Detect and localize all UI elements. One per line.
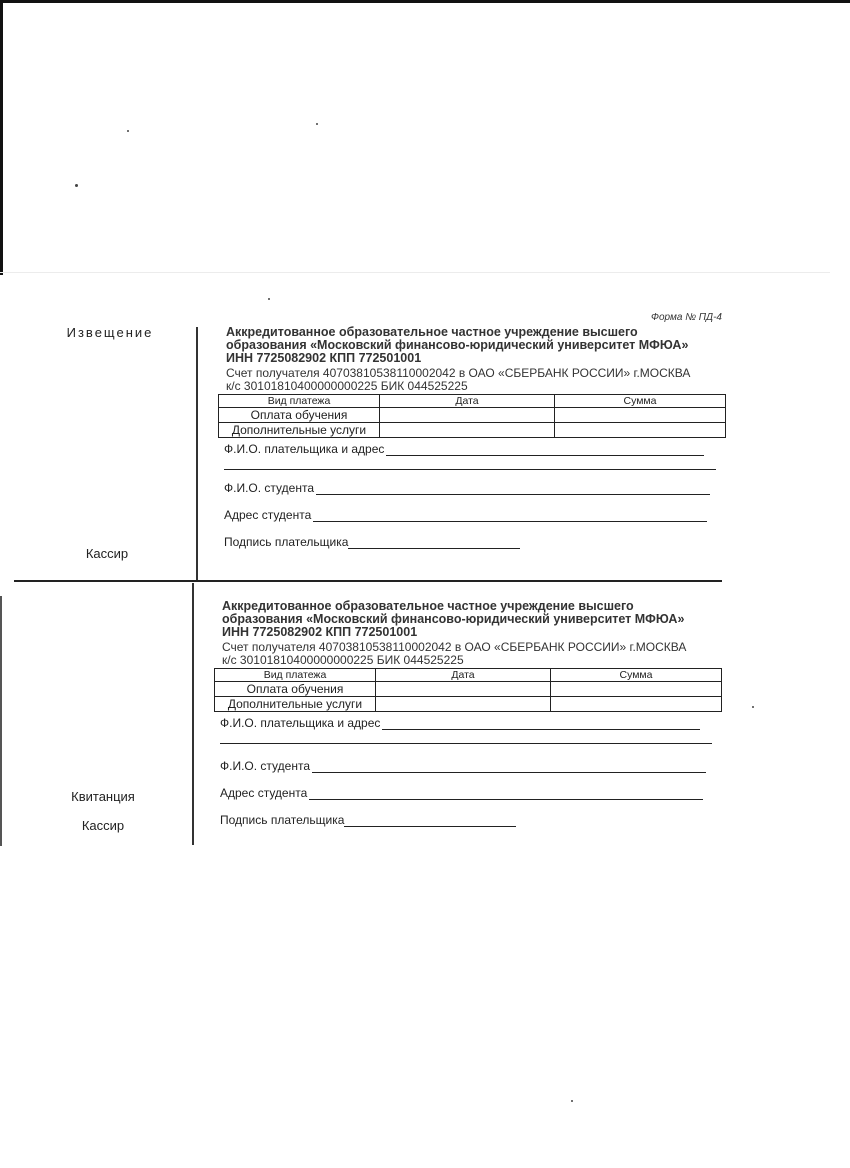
org-name-line-1: Аккредитованное образовательное частное учреждение высшего bbox=[226, 325, 638, 339]
payer-label: Ф.И.О. плательщика и адрес bbox=[224, 442, 385, 456]
fold-line bbox=[0, 272, 830, 273]
table-row bbox=[219, 423, 726, 438]
scan-border-left-lower bbox=[0, 596, 2, 846]
payer-address-line[interactable] bbox=[224, 468, 716, 470]
payment-type-additional: Дополнительные услуги bbox=[215, 697, 376, 712]
inn-kpp: ИНН 7725082902 КПП 772501001 bbox=[226, 351, 422, 365]
date-cell-additional[interactable] bbox=[376, 697, 551, 712]
student-address-field bbox=[214, 786, 734, 800]
scan-border-left bbox=[0, 0, 3, 275]
header-payment-type: Вид платежа bbox=[219, 395, 380, 408]
scan-speck bbox=[75, 184, 78, 187]
student-address-label: Адрес студента bbox=[224, 508, 312, 522]
payment-type-tuition: Оплата обучения bbox=[219, 408, 380, 423]
org-name-line-2: образования «Московский финансово-юридический университет МФЮА» bbox=[226, 338, 689, 352]
payer-field bbox=[214, 716, 734, 730]
header-amount: Сумма bbox=[555, 395, 726, 408]
form-number: Форма № ПД-4 bbox=[651, 312, 722, 323]
payer-address-line[interactable] bbox=[220, 742, 712, 744]
org-name-line-2: образования «Московский финансово-юридический университет МФЮА» bbox=[222, 612, 685, 626]
cut-line bbox=[14, 580, 722, 582]
scan-speck bbox=[127, 130, 129, 132]
payment-type-tuition: Оплата обучения bbox=[215, 682, 376, 697]
student-address-input-line[interactable] bbox=[309, 789, 703, 800]
vertical-divider-receipt bbox=[192, 583, 194, 845]
student-label: Ф.И.О. студента bbox=[224, 481, 314, 495]
student-address-field bbox=[218, 508, 738, 522]
amount-cell-tuition[interactable] bbox=[555, 408, 726, 423]
table-row bbox=[219, 408, 726, 423]
table-row bbox=[215, 697, 722, 712]
student-input-line[interactable] bbox=[316, 484, 710, 495]
signature-label: Подпись плательщика bbox=[224, 535, 349, 549]
student-address-input-line[interactable] bbox=[313, 511, 707, 522]
payer-input-line[interactable] bbox=[382, 719, 700, 730]
scan-speck bbox=[316, 123, 318, 125]
student-field bbox=[214, 759, 734, 773]
scan-speck bbox=[752, 706, 754, 708]
scan-border-top bbox=[0, 0, 850, 3]
payer-field bbox=[218, 442, 738, 456]
inn-kpp: ИНН 7725082902 КПП 772501001 bbox=[222, 625, 418, 639]
table-header-row bbox=[215, 669, 722, 682]
account-line: Счет получателя 40703810538110002042 в ОАО «СБЕРБАНК РОССИИ» г.МОСКВА bbox=[226, 366, 691, 380]
date-cell-tuition[interactable] bbox=[376, 682, 551, 697]
date-cell-tuition[interactable] bbox=[380, 408, 555, 423]
amount-cell-tuition[interactable] bbox=[551, 682, 722, 697]
scan-speck bbox=[571, 1100, 573, 1102]
notice-label: Извещение bbox=[66, 325, 154, 340]
corr-account-line: к/с 30101810400000000225 БИК 044525225 bbox=[226, 379, 468, 393]
corr-account-line: к/с 30101810400000000225 БИК 044525225 bbox=[222, 653, 464, 667]
header-date: Дата bbox=[376, 669, 551, 682]
date-cell-additional[interactable] bbox=[380, 423, 555, 438]
header-amount: Сумма bbox=[551, 669, 722, 682]
student-field bbox=[218, 481, 738, 495]
payment-type-additional: Дополнительные услуги bbox=[219, 423, 380, 438]
payment-table bbox=[214, 668, 722, 712]
notice-cashier-label: Кассир bbox=[85, 546, 129, 561]
scan-speck bbox=[268, 298, 270, 300]
payment-table bbox=[218, 394, 726, 438]
header-payment-type: Вид платежа bbox=[215, 669, 376, 682]
amount-cell-additional[interactable] bbox=[555, 423, 726, 438]
receipt-label: Квитанция bbox=[71, 789, 135, 804]
table-header-row bbox=[219, 395, 726, 408]
amount-cell-additional[interactable] bbox=[551, 697, 722, 712]
notice-section bbox=[218, 326, 738, 549]
org-name-line-1: Аккредитованное образовательное частное учреждение высшего bbox=[222, 599, 634, 613]
student-address-label: Адрес студента bbox=[220, 786, 308, 800]
signature-label: Подпись плательщика bbox=[220, 813, 345, 827]
account-line: Счет получателя 40703810538110002042 в ОАО «СБЕРБАНК РОССИИ» г.МОСКВА bbox=[222, 640, 687, 654]
payer-input-line[interactable] bbox=[386, 445, 704, 456]
payer-label: Ф.И.О. плательщика и адрес bbox=[220, 716, 381, 730]
signature-input-line[interactable] bbox=[344, 816, 516, 827]
receipt-cashier-label: Кассир bbox=[81, 818, 125, 833]
signature-field bbox=[218, 535, 738, 549]
student-label: Ф.И.О. студента bbox=[220, 759, 310, 773]
student-input-line[interactable] bbox=[312, 762, 706, 773]
header-date: Дата bbox=[380, 395, 555, 408]
table-row bbox=[215, 682, 722, 697]
signature-field bbox=[214, 813, 734, 827]
receipt-section bbox=[214, 600, 734, 827]
signature-input-line[interactable] bbox=[348, 538, 520, 549]
vertical-divider-notice bbox=[196, 327, 198, 580]
